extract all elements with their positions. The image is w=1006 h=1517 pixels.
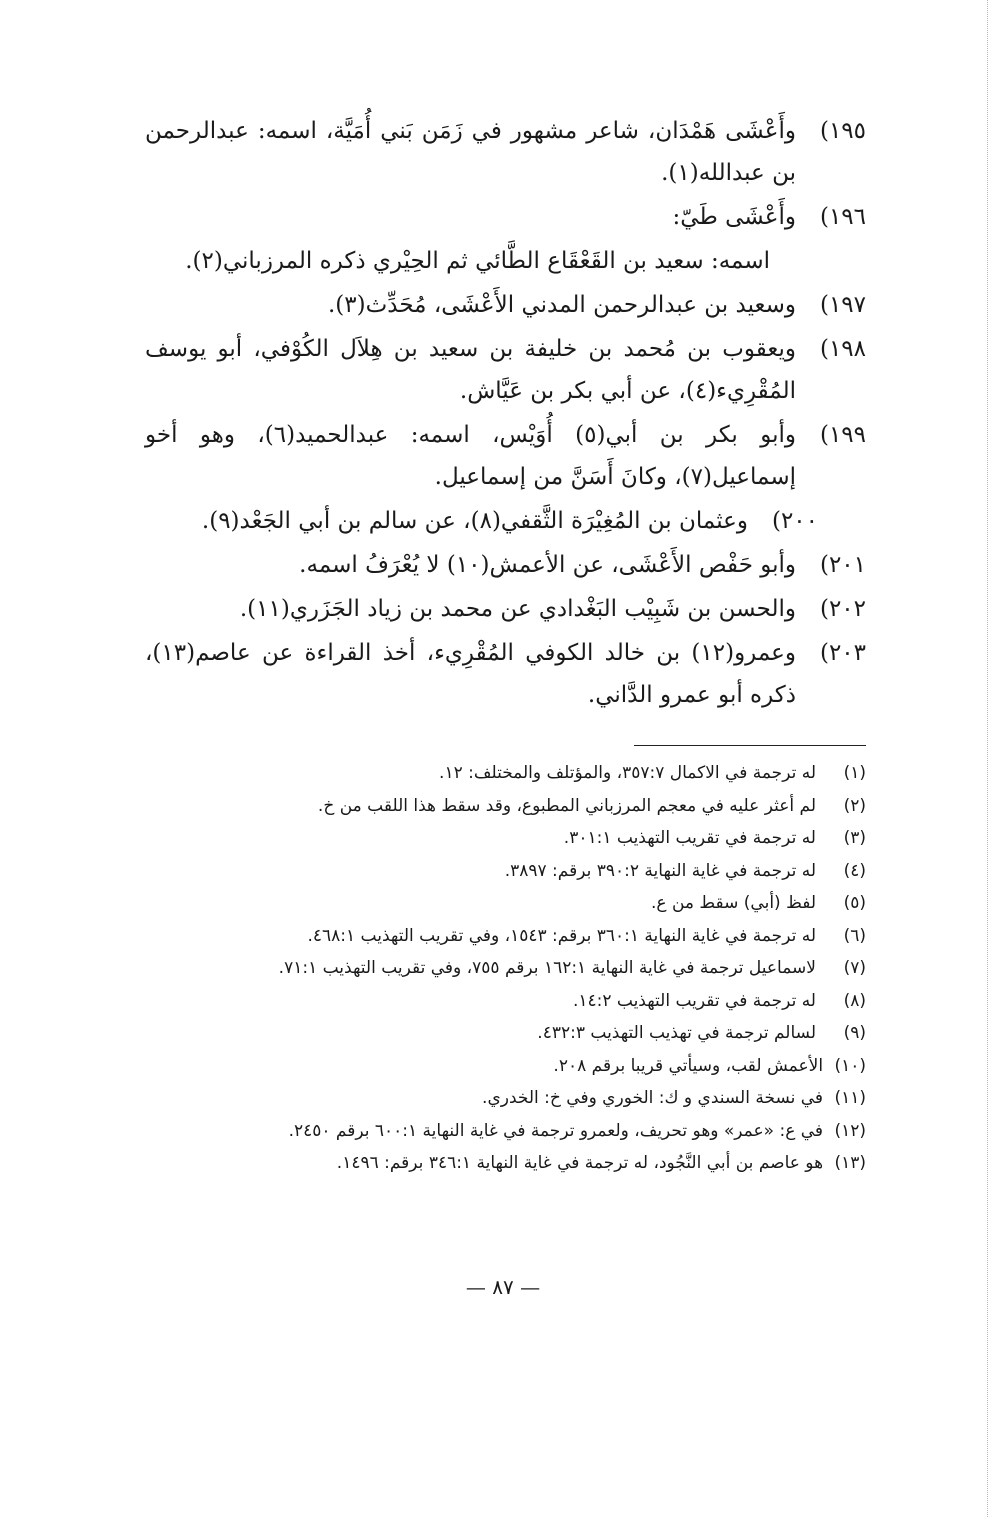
footnote-text: في نسخة السندي و ك: الخوري وفي خ: الخدري. (482, 1088, 824, 1108)
footnote-text: لم أعثر عليه في معجم المرزباني المطبوع، وقد سقط هذا اللقب من خ. (317, 795, 816, 816)
entry-text: وسعيد بن عبدالرحمن المدني الأَعْشَى، مُحَدِّث(٣). (327, 292, 796, 318)
footnotes (140, 757, 866, 1180)
entry-text: وأبو حَفْص الأَعْشَى، عن الأعمش(١٠) لا يُعْرَفُ اسمه. (299, 552, 796, 578)
entry-202 (145, 588, 866, 630)
entry-201 (145, 544, 866, 586)
footnote-9 (140, 1017, 866, 1050)
footnote-number: (٩) (843, 1023, 866, 1043)
footnote-number: (١) (843, 763, 866, 783)
footnote-12 (140, 1115, 866, 1148)
footnote-number: (١٣) (834, 1153, 866, 1173)
footnote-number: (٨) (843, 990, 866, 1011)
entry-200 (145, 500, 866, 542)
footnote-number: (١١) (834, 1088, 866, 1108)
entry-text: وعثمان بن المُغِيْرَة الثَّقفي(٨)، عن سالم بن أبي الجَعْد(٩). (201, 508, 748, 534)
footnote-8 (140, 985, 866, 1018)
footnote-10 (140, 1050, 866, 1083)
entry-199 (145, 414, 866, 498)
entry-text: وأَعْشَى طَيّ: (672, 204, 796, 230)
entry-number: ١٩٩) (819, 422, 866, 448)
footnote-text: له ترجمة في الاكمال ٣٥٧:٧، والمؤتلف والمختلف: ١٢. (439, 763, 816, 783)
footnote-4 (140, 855, 866, 888)
entry-number: ١٩٥) (819, 118, 866, 144)
footnote-text: له ترجمة في غاية النهاية ٣٩٠:٢ برقم: ٣٨٩٧. (504, 860, 816, 881)
footnote-number: (٧) (843, 958, 866, 978)
entry-number: ١٩٨) (819, 336, 866, 362)
footnote-text: لفظ (أبي) سقط من ع. (651, 893, 816, 913)
footnote-text: له ترجمة في تقريب التهذيب ١٤:٢. (572, 990, 816, 1011)
footnote-text: له ترجمة في تقريب التهذيب ٣٠١:١. (563, 828, 816, 848)
footnote-2 (140, 790, 866, 823)
footnote-text: له ترجمة في غاية النهاية ٣٦٠:١ برقم: ١٥٤٣، وفي تقريب التهذيب ٤٦٨:١. (307, 925, 816, 946)
footnote-number: (١٠) (834, 1055, 866, 1076)
entry-number: ٢٠١) (819, 552, 866, 578)
entry-number: ٢٠٣) (819, 640, 866, 666)
footnote-number: (٤) (843, 860, 866, 881)
footnote-text: لاسماعيل ترجمة في غاية النهاية ١٦٢:١ برقم ٧٥٥، وفي تقريب التهذيب ٧١:١. (278, 958, 816, 978)
footnote-1 (140, 757, 866, 790)
footnote-number: (٣) (843, 828, 866, 848)
entry-number: ١٩٦) (819, 204, 866, 230)
footnote-text: في ع: «عمر» وهو تحريف، ولعمرو ترجمة في غاية النهاية ٦٠٠:١ برقم ٢٤٥٠. (288, 1120, 824, 1141)
footnote-3 (140, 822, 866, 855)
entry-195 (145, 110, 866, 194)
entry-text: والحسن بن شَبِيْب البَغْدادي عن محمد بن زياد الجَزَري(١١). (239, 596, 796, 622)
footnote-11 (140, 1082, 866, 1115)
entry-number: ٢٠٢) (819, 596, 866, 622)
entry-text: وأبو بكر بن أبي(٥) أُوَيْس، اسمه: عبدالحميد(٦)، وهو أخو إسماعيل(٧)، وكانَ أَسَنَّ من إسماعيل. (145, 422, 796, 490)
footnote-7 (140, 952, 866, 985)
entry-197 (145, 284, 866, 326)
footnote-number: (٥) (843, 893, 866, 913)
footnote-13 (140, 1147, 866, 1180)
entry-203 (145, 632, 866, 716)
entry-text: ويعقوب بن مُحمد بن خليفة بن سعيد بن هِلاَل الكُوْفي، أبو يوسف المُقْرِيء(٤)، عن أبي بكر بن عَيَّاش. (145, 336, 796, 404)
entry-text: اسمه: سعيد بن القَعْقَاع الطَّائي ثم الحِيْري ذكره المرزباني(٢). (185, 248, 770, 274)
footnote-separator (634, 745, 866, 746)
footnote-text: الأعمش لقب، وسيأتي قريبا برقم ٢٠٨. (553, 1055, 824, 1076)
page-number: — ٨٧ — (465, 1275, 541, 1299)
entry-198 (145, 328, 866, 412)
footnote-5 (140, 887, 866, 920)
entry-number: ٢٠٠) (771, 508, 818, 534)
footnote-number: (١٢) (834, 1120, 866, 1141)
footnote-number: (٢) (843, 795, 866, 816)
entry-196-continuation (145, 240, 840, 282)
footnote-6 (140, 920, 866, 953)
entry-number: ١٩٧) (819, 292, 866, 318)
main-text (145, 110, 866, 718)
entry-text: وأَعْشَى هَمْدَان، شاعر مشهور في زَمَن بَني أُمَيَّة، اسمه: عبدالرحمن بن عبدالله(١). (145, 118, 796, 186)
entry-196 (145, 196, 866, 238)
entry-text: وعمرو(١٢) بن خالد الكوفي المُقْرِيء، أخذ القراءة عن عاصم(١٣)، ذكره أبو عمرو الدَّاني. (145, 640, 796, 708)
footnote-number: (٦) (843, 925, 866, 946)
footnote-text: هو عاصم بن أبي النَّجُود، له ترجمة في غاية النهاية ٣٤٦:١ برقم: ١٤٩٦. (336, 1153, 824, 1173)
footnote-text: لسالم ترجمة في تهذيب التهذيب ٤٣٢:٣. (537, 1023, 816, 1043)
